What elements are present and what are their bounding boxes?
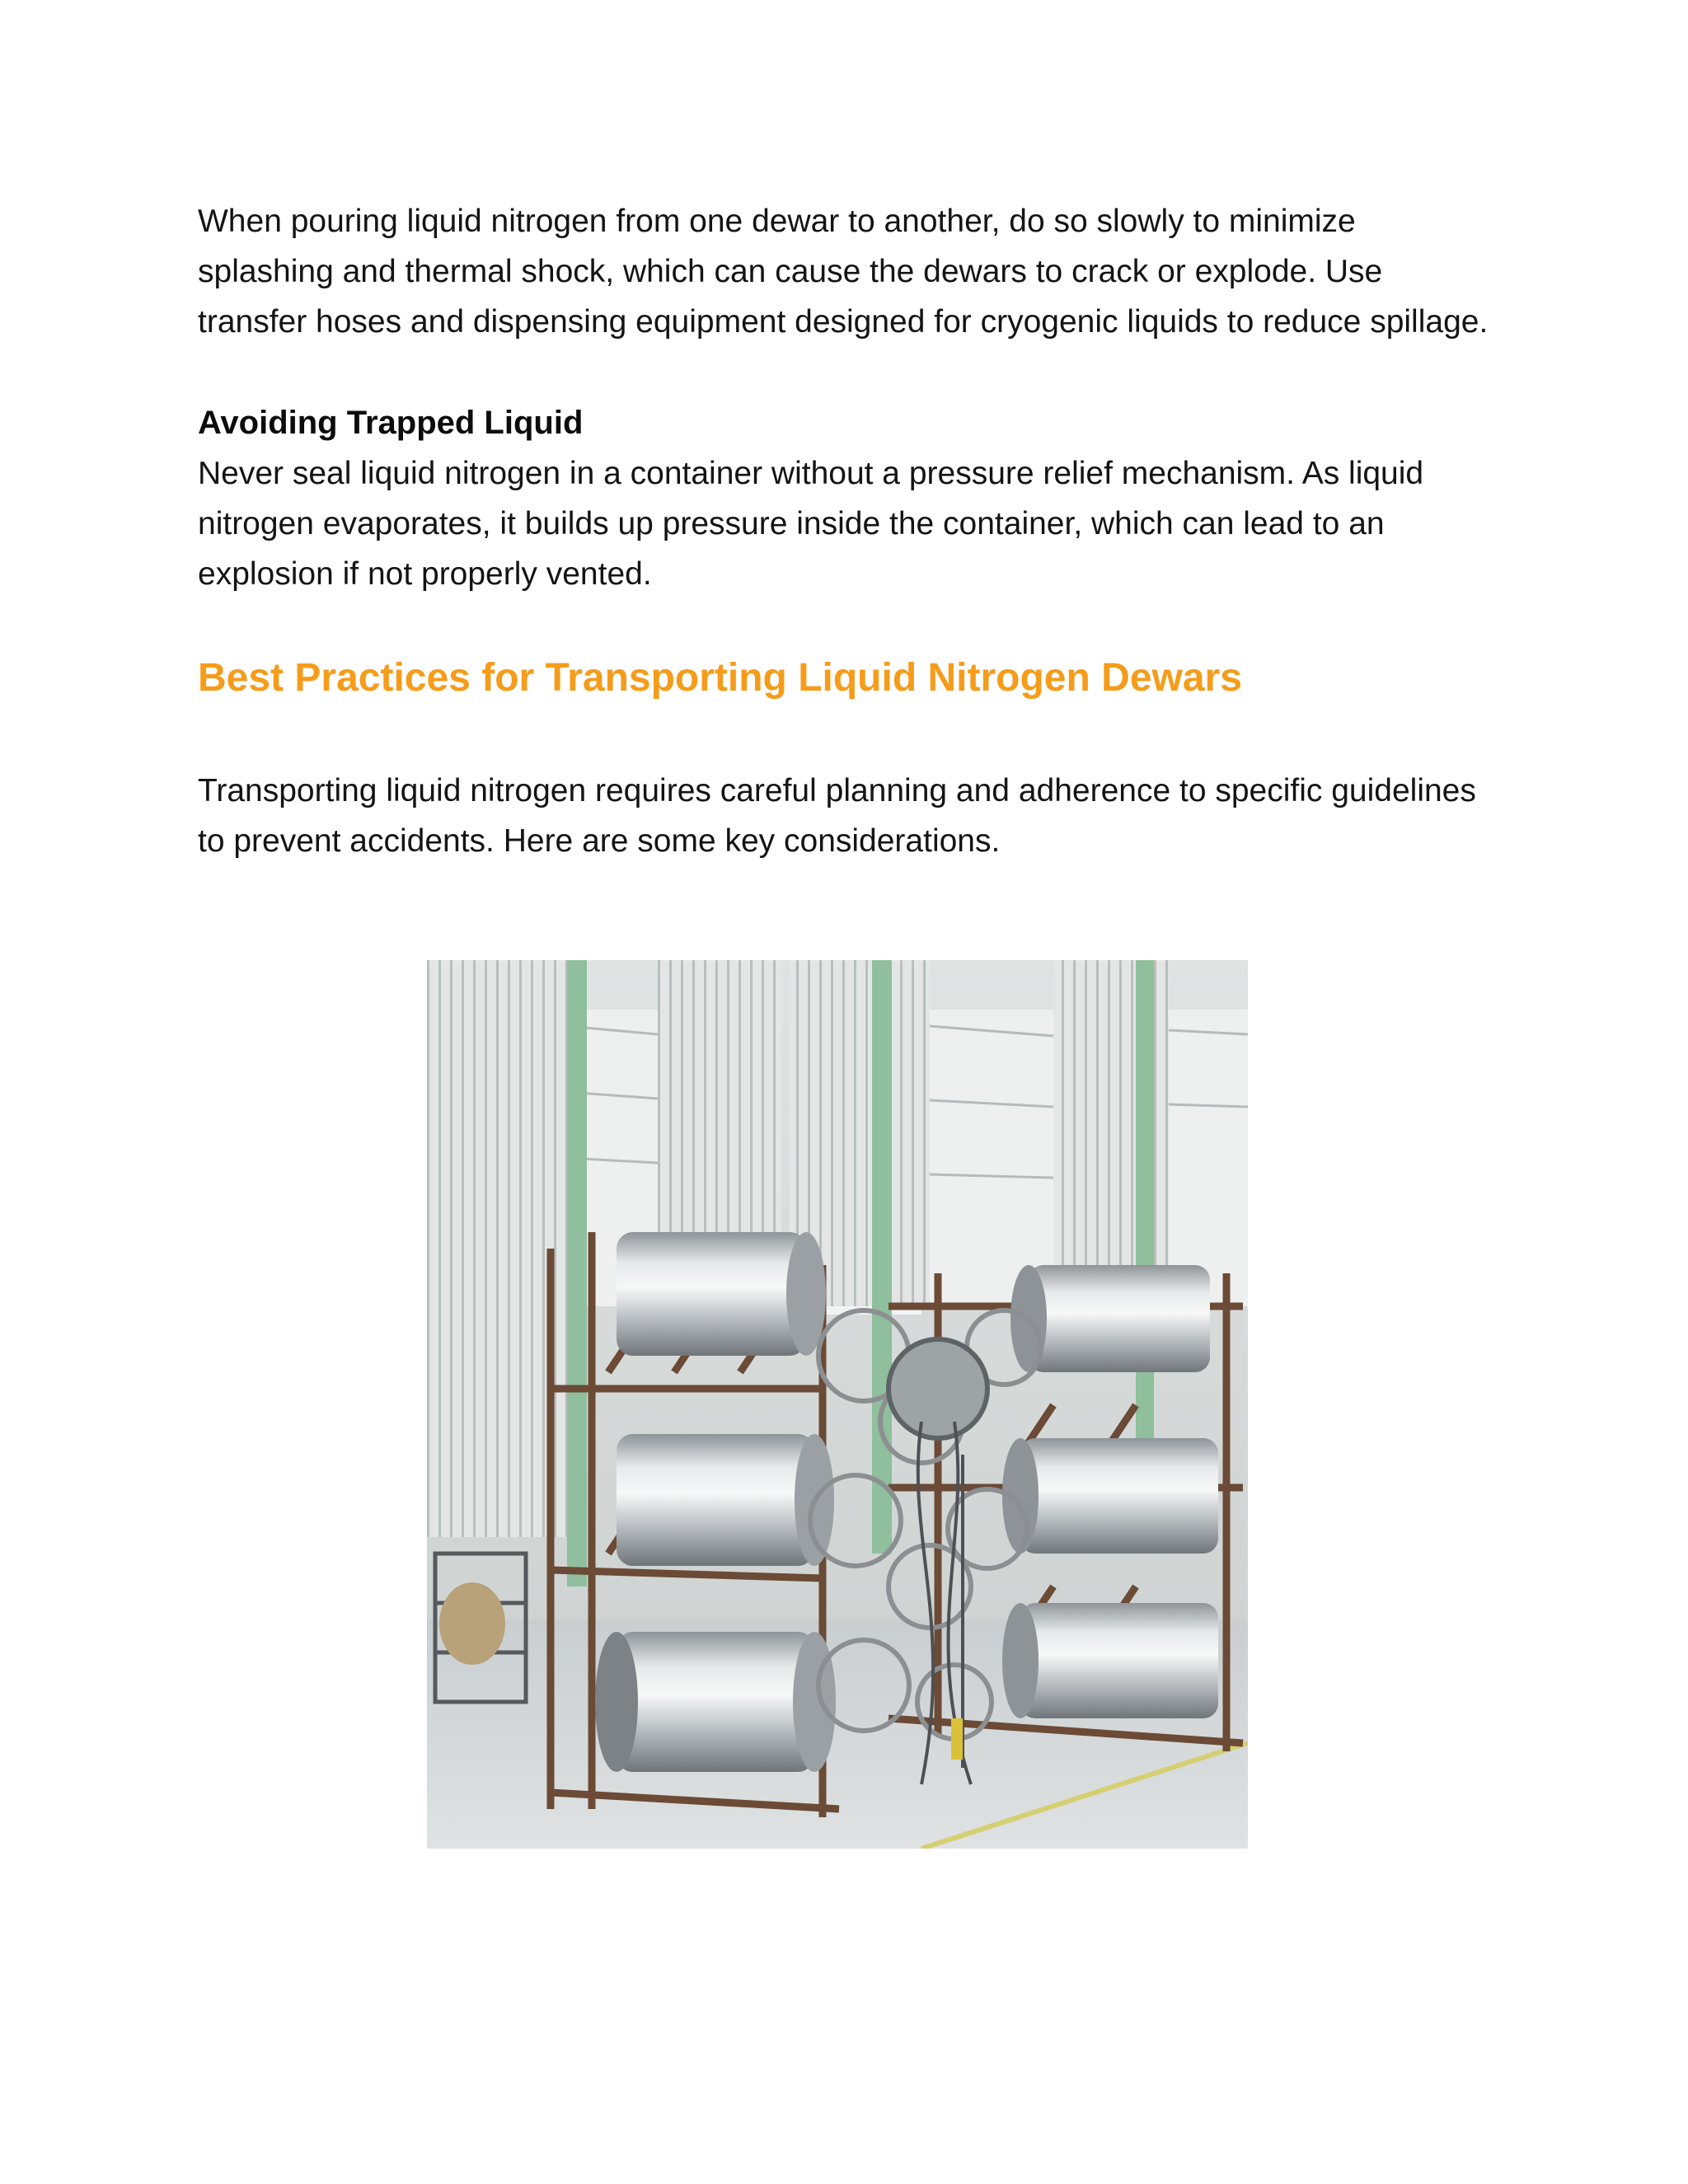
paragraph-transporting: Transporting liquid nitrogen requires careful planning and adherence to specific guidelines to prevent accidents. Here are some key considerations. <box>198 773 1476 859</box>
section-title-transporting: Best Practices for Transporting Liquid Nitrogen Dewars <box>198 656 1242 700</box>
document-content <box>198 196 1500 866</box>
paragraph-trapped-liquid: Never seal liquid nitrogen in a container without a pressure relief mechanism. As liquid nitrogen evaporates, it builds up pressure inside the container, which can lead to an explosion if not properly vented. <box>198 456 1424 592</box>
dewar-warehouse-illustration <box>427 960 1248 1849</box>
dewar-warehouse-photo <box>427 960 1248 1849</box>
paragraph-pouring: When pouring liquid nitrogen from one dewar to another, do so slowly to minimize splashing and thermal shock, which can cause the dewars to crack or explode. Use transfer hoses and dispensing equipment designed for cryogenic liquids to reduce spillage. <box>198 204 1489 340</box>
subheading-avoiding-trapped-liquid: Avoiding Trapped Liquid <box>198 405 584 441</box>
